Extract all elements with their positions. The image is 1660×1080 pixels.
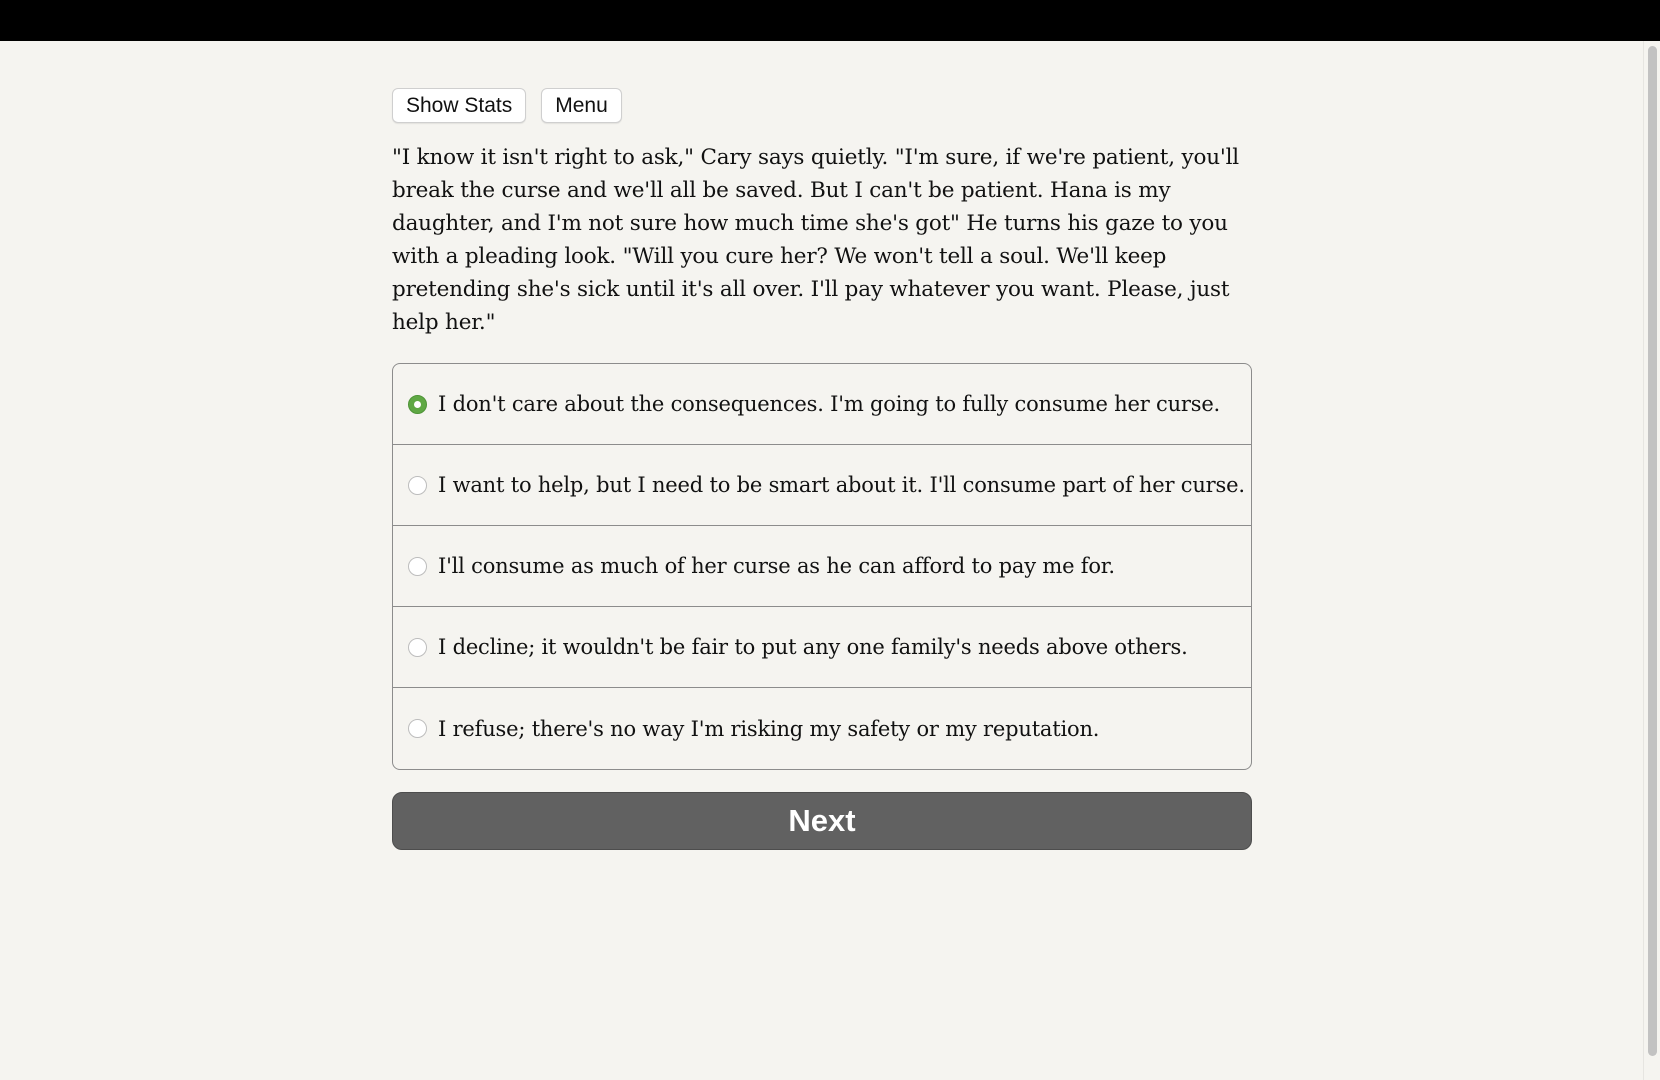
choice-option-3[interactable] [393, 526, 1251, 607]
choice-option-2[interactable] [393, 445, 1251, 526]
browser-top-bar [0, 0, 1660, 41]
show-stats-button[interactable]: Show Stats [392, 88, 526, 123]
menu-button[interactable]: Menu [541, 88, 622, 123]
choice-option-4[interactable] [393, 607, 1251, 688]
game-content [392, 88, 1252, 850]
choice-label: I decline; it wouldn't be fair to put any one family's needs above others. [438, 635, 1188, 659]
radio-button[interactable] [408, 557, 427, 576]
radio-button[interactable] [408, 719, 427, 738]
choice-label: I don't care about the consequences. I'm going to fully consume her curse. [438, 392, 1221, 416]
story-text: "I know it isn't right to ask," Cary says quietly. "I'm sure, if we're patient, you'll break the curse and we'll all be saved. But I can't be patient. Hana is my daughter, and I'm not sure how much time she's got" He turns his gaze to you with a pleading look. "Will you cure her? We won't tell a soul. We'll keep pretending she's sick until it's all over. I'll pay whatever you want. Please, just help her." [392, 145, 1239, 335]
choice-label: I want to help, but I need to be smart about it. I'll consume part of her curse. [438, 473, 1245, 497]
choice-label: I refuse; there's no way I'm risking my safety or my reputation. [438, 716, 1100, 741]
toolbar [392, 88, 1252, 123]
radio-button[interactable] [408, 476, 427, 495]
choice-label: I'll consume as much of her curse as he can afford to pay me for. [438, 554, 1115, 578]
choice-option-1[interactable] [393, 364, 1251, 445]
scrollbar-thumb[interactable] [1648, 46, 1657, 1056]
radio-button-selected[interactable] [408, 395, 427, 414]
next-button[interactable]: Next [392, 792, 1252, 850]
radio-button[interactable] [408, 638, 427, 657]
choice-option-5[interactable] [393, 688, 1251, 769]
choice-list [392, 363, 1252, 770]
